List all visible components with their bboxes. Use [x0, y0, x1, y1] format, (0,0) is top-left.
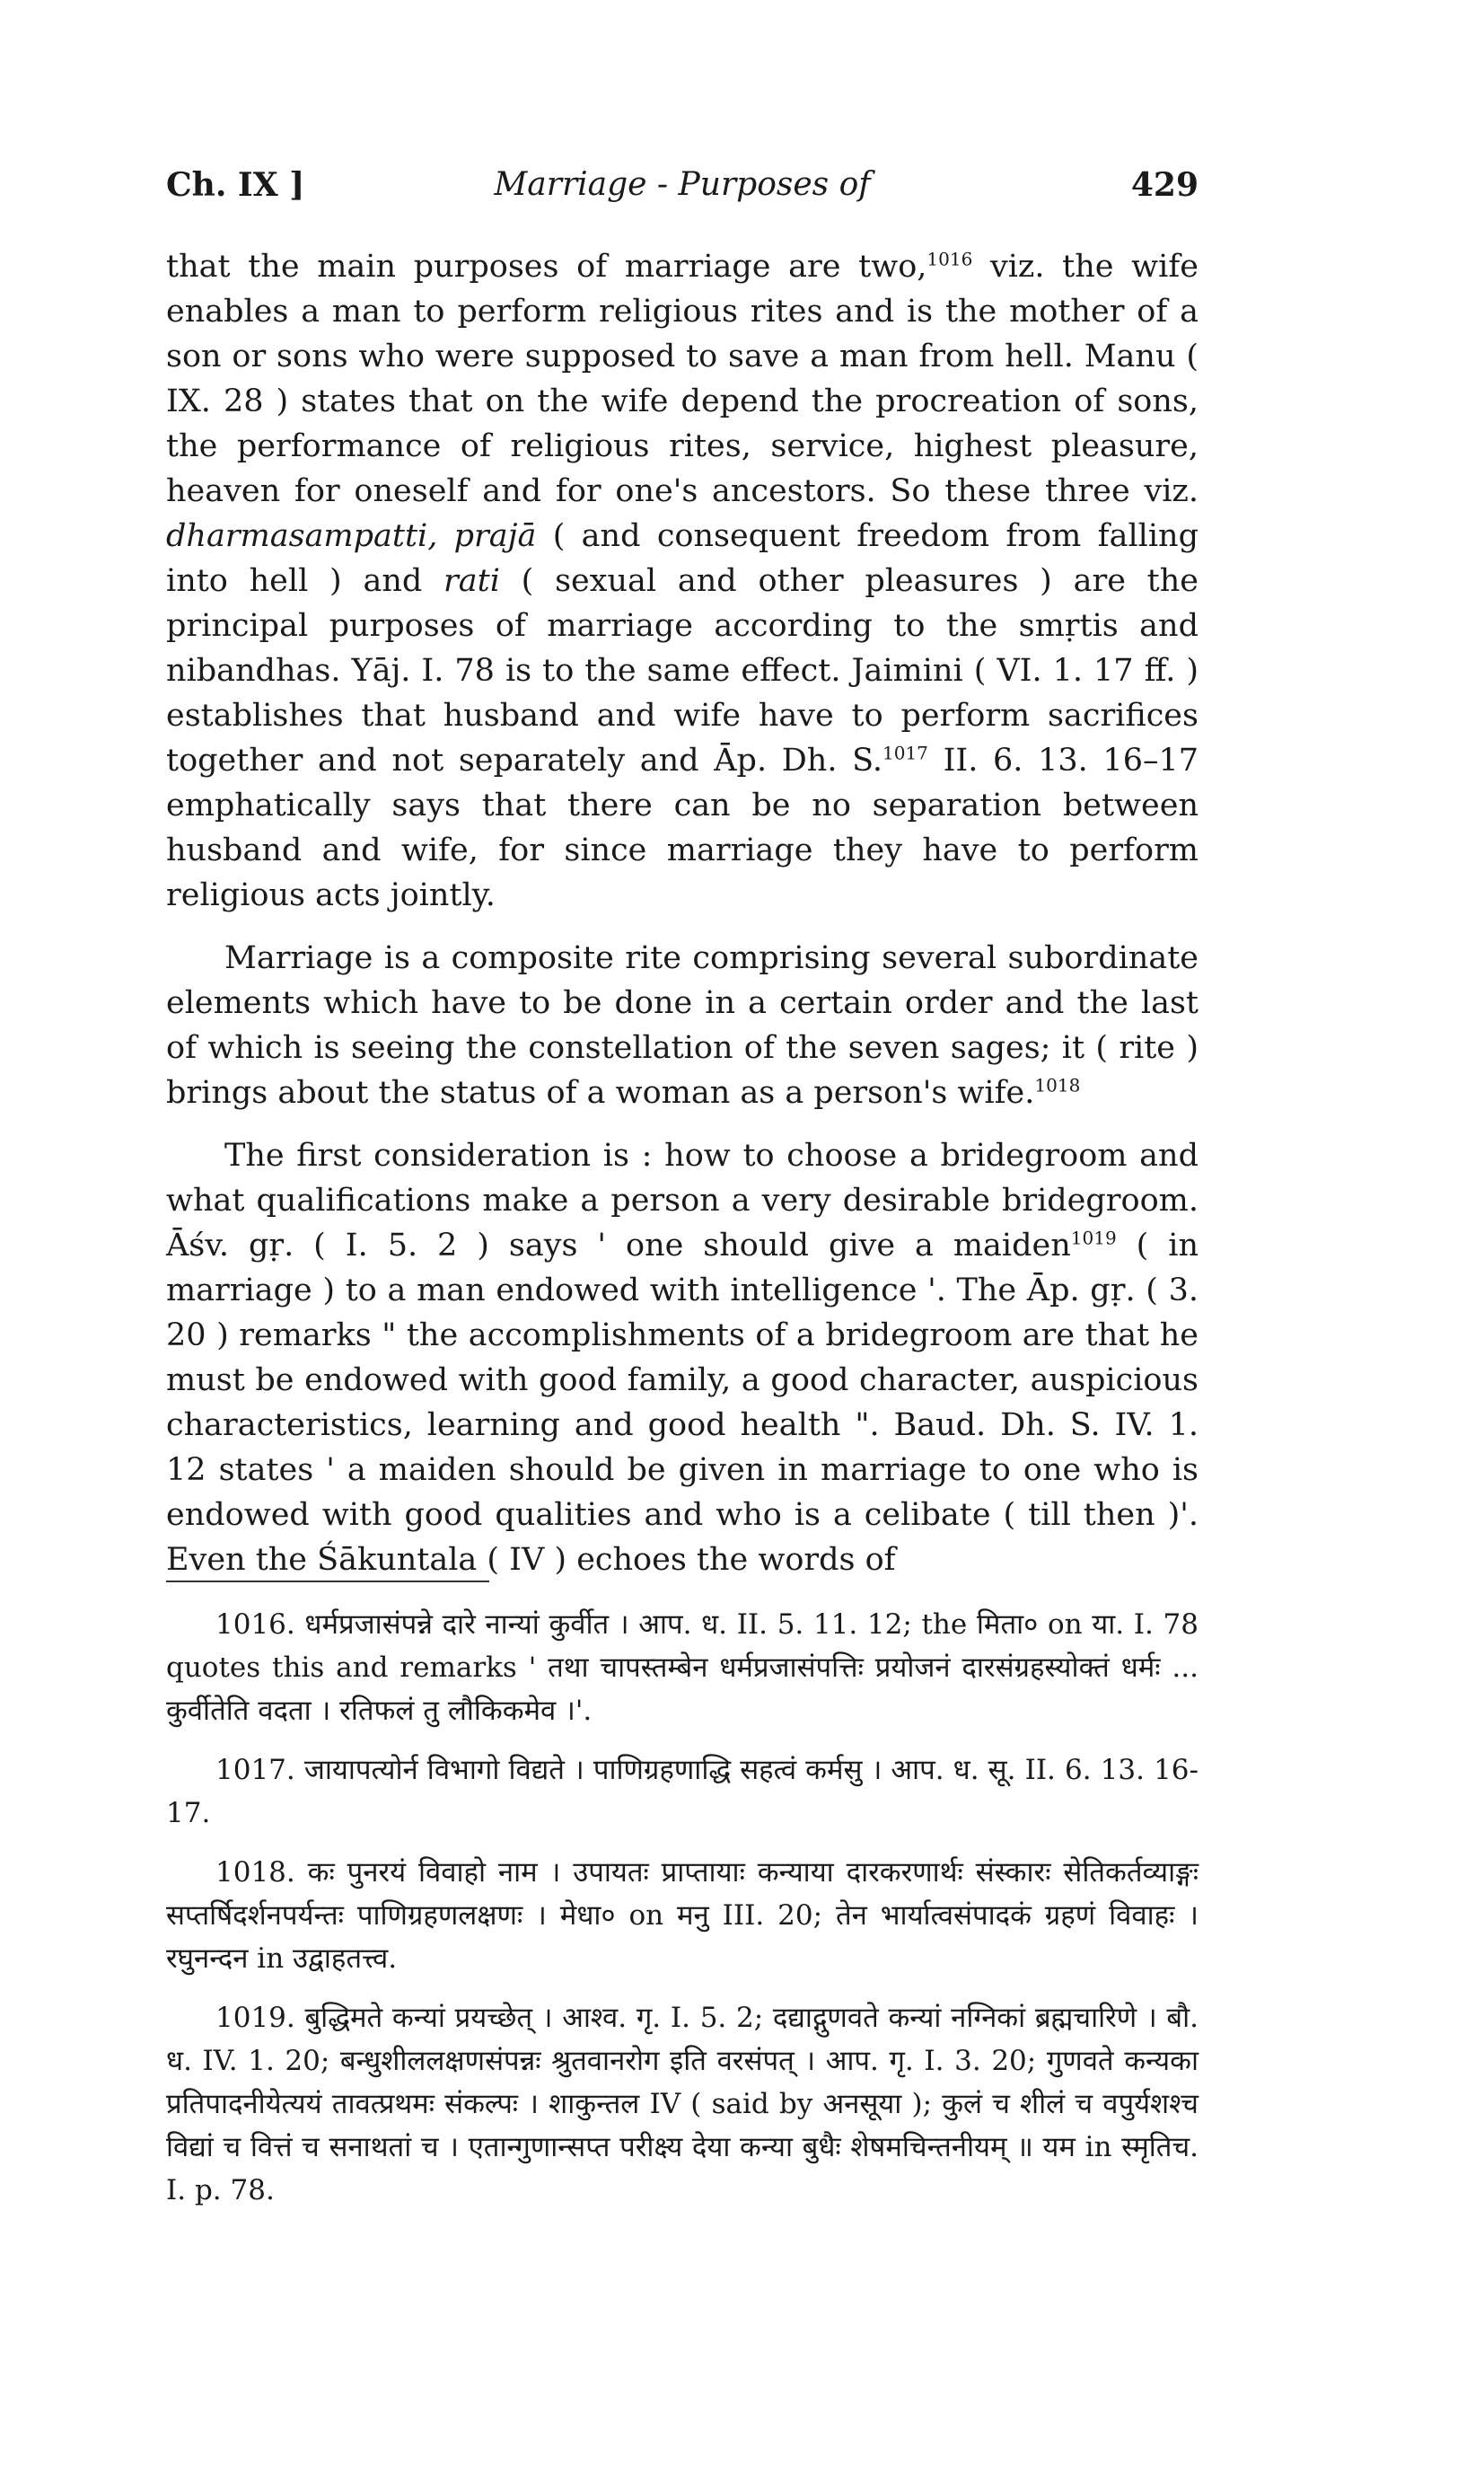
- paragraph: that the main purposes of marriage are two,$^{1016}$ viz. the wife enables a man to perform religious rites and is the mother of a son or sons who were supposed to save a man from hell. Manu ( IX. 28 ) states that on the wife depend the procreation of sons, the performance of religious rites, service, highest pleasure, heaven for oneself and for one's ancestors. So these three viz. dharmasampatti, prajā ( and consequent freedom from falling into hell ) and rati ( sexual and other pleasures ) are the principal purposes of marriage according to the smṛtis and nibandhas. Yāj. I. 78 is to the same effect. Jaimini ( VI. 1. 17 ff. ) establishes that husband and wife have to perform sacrifices together and not separately and Āp. Dh. S.$^{1017}$ II. 6. 13. 16–17 emphatically says that there can be no separation between husband and wife, for since marriage they have to perform religious acts jointly.: [166, 248, 1199, 913]
- running-title: Marriage - Purposes of: [494, 166, 871, 203]
- footnote-divider: [166, 1581, 489, 1582]
- footnote-1017: 1017. जायापत्योर्न विभागो विद्यते । पाणिग्रहणाद्धि सहत्वं कर्मसु । आप. ध. सू. II. 6. 13. 16-17.: [166, 1754, 1199, 1829]
- footnote-ref: 1017: [882, 742, 928, 764]
- chapter-label: Ch. IX ]: [166, 166, 305, 204]
- footnotes: [166, 1603, 1199, 2228]
- paragraph: The first consideration is : how to choose a bridegroom and what qualifications make a person a very desirable bridegroom. Āśv. gṛ. ( I. 5. 2 ) says ' one should give a maiden$^{1019}$ ( in marriage ) to a man endowed with intelligence '. The Āp. gṛ. ( 3. 20 ) remarks " the accomplishments of a bridegroom are that he must be endowed with good family, a good character, auspicious characteristics, learning and good health ". Baud. Dh. S. IV. 1. 12 states ' a maiden should be given in marriage to one who is endowed with good qualities and who is a celibate ( till then )'. Even the Śākuntala ( IV ) echoes the words of: [166, 1138, 1199, 1578]
- main-text: [166, 244, 1199, 1600]
- paragraph: Marriage is a composite rite comprising several subordinate elements which have to be done in a certain order and the last of which is seeing the constellation of the seven sages; it ( rite ) brings about the status of a woman as a person's wife.$^{1018}$: [166, 940, 1199, 1111]
- footnote-1019: 1019. बुद्धिमते कन्यां प्रयच्छेत् । आश्व. गृ. I. 5. 2; दद्याद्गुणवते कन्यां नग्निकां ब्रह्मचारिणे । बौ. ध. IV. 1. 20; बन्धुशीललक्षणसंपन्नः श्रुतवानरोग इति वरसंपत् । आप. गृ. I. 3. 20; गुणवते कन्यका प्रतिपादनीयेत्ययं तावत्प्रथमः संकल्पः । शाकुन्तल IV ( said by अनसूया ); कुलं च शीलं च वपुर्यशश्च विद्यां च वित्तं च सनाथतां च । एतान्गुणान्सप्त परीक्ष्य देया कन्या बुधैः शेषमचिन्तनीयम् ॥ यम in स्मृतिच. I. p. 78.: [166, 2002, 1199, 2206]
- running-header: [166, 166, 1199, 220]
- footnote-ref: 1019: [1070, 1227, 1117, 1249]
- footnote-1016: 1016. धर्मप्रजासंपन्ने दारे नान्यां कुर्वीत । आप. ध. II. 5. 11. 12; the मिता० on या. I. 78 quotes this and remarks ' तथा चापस्तम्बेन धर्मप्रजासंपत्तिः प्रयोजनं दारसंग्रहस्योक्तं धर्मः ... कुर्वीतेति वदता । रतिफलं तु लौकिकमेव ।'.: [166, 1608, 1199, 1727]
- footnote-ref: 1016: [926, 248, 973, 270]
- footnote-1018: 1018. कः पुनरयं विवाहो नाम । उपायतः प्राप्तायाः कन्याया दारकरणार्थः संस्कारः सेतिकर्तव्याङ्गः सप्तर्षिदर्शनपर्यन्तः पाणिग्रहणलक्षणः । मेधा० on मनु III. 20; तेन भार्यात्वसंपादकं ग्रहणं विवाहः । रघुनन्दन in उद्वाहतत्त्व.: [166, 1856, 1199, 1975]
- footnote-ref: 1018: [1034, 1074, 1081, 1096]
- page-number: 429: [1130, 166, 1199, 204]
